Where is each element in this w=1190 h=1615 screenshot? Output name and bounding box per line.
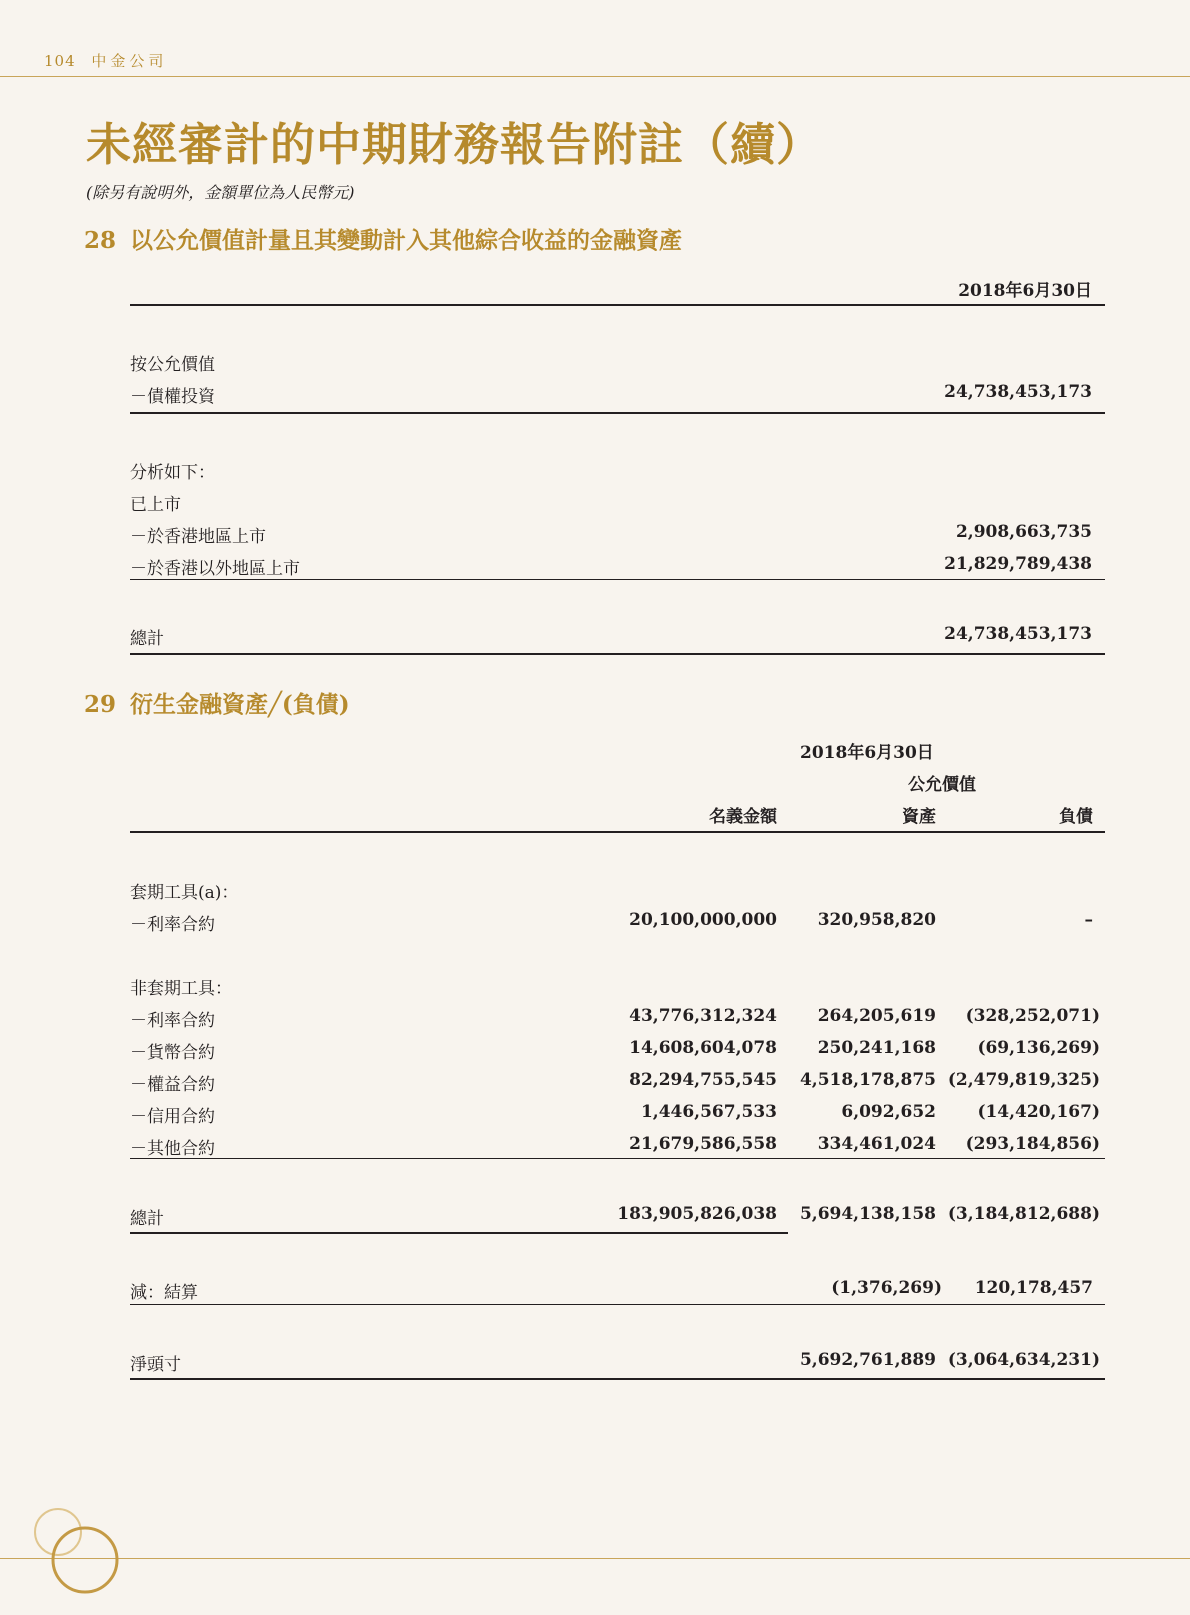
footer-rule: [0, 1558, 1190, 1559]
company-name: 中金公司: [91, 52, 168, 70]
section-number: 28: [84, 227, 117, 254]
row-assets: 334,461,024: [817, 1134, 936, 1154]
row-label: －權益合約: [130, 1075, 215, 1095]
divider: [130, 304, 1105, 306]
currency-note: (除另有說明外，金額單位為人民幣元): [86, 183, 355, 202]
row-notional: 1,446,567,533: [640, 1102, 777, 1122]
s29-settlement-label: 減：結算: [130, 1283, 198, 1303]
s29-nonhedging-label: 非套期工具：: [130, 979, 232, 999]
s29-total-assets: 5,694,138,158: [799, 1204, 936, 1224]
row-notional: 14,608,604,078: [629, 1038, 777, 1058]
divider: [130, 1158, 1105, 1159]
s29-settlement-assets: (1,376,269): [831, 1278, 942, 1298]
row-assets: 320,958,820: [817, 910, 936, 930]
section-title: 以公允價值計量且其變動計入其他綜合收益的金融資產: [130, 227, 682, 254]
s29-total-notional: 183,905,826,038: [617, 1204, 777, 1224]
s28-total-label: 總計: [130, 629, 164, 649]
row-liabilities: (69,136,269): [977, 1038, 1100, 1058]
row-assets: 4,518,178,875: [799, 1070, 936, 1090]
s29-column-date: 2018年6月30日: [800, 743, 934, 763]
divider: [130, 831, 1105, 833]
s28-debt-label: －債權投資: [130, 387, 215, 407]
decorative-circles-icon: [28, 1500, 128, 1600]
section-title: 衍生金融資產╱(負債): [130, 691, 350, 718]
divider: [130, 412, 1105, 414]
row-liabilities: (328,252,071): [965, 1006, 1100, 1026]
divider: [130, 579, 1105, 580]
divider: [130, 1378, 1105, 1380]
s29-net-liabilities: (3,064,634,231): [947, 1350, 1100, 1370]
s29-total-label: 總計: [130, 1209, 164, 1229]
page-title: 未經審計的中期財務報告附註（續）: [86, 118, 823, 171]
s29-net-label: 淨頭寸: [130, 1355, 181, 1375]
s29-settlement-liabilities: 120,178,457: [974, 1278, 1093, 1298]
s28-outside-value: 21,829,789,438: [944, 554, 1092, 574]
row-notional: 82,294,755,545: [629, 1070, 777, 1090]
section-number: 29: [84, 691, 117, 718]
row-notional: 20,100,000,000: [629, 910, 777, 930]
s29-net-assets: 5,692,761,889: [799, 1350, 936, 1370]
row-label: －其他合約: [130, 1139, 215, 1159]
row-assets: 6,092,652: [841, 1102, 936, 1122]
row-liabilities: (2,479,819,325): [947, 1070, 1100, 1090]
row-notional: 21,679,586,558: [629, 1134, 777, 1154]
s28-listed-label: 已上市: [130, 495, 181, 515]
s29-fair-value-header: 公允價值: [908, 775, 976, 795]
header-rule: [0, 76, 1190, 77]
section-29-heading: [84, 686, 350, 719]
divider: [130, 1232, 788, 1234]
row-liabilities: (293,184,856): [965, 1134, 1100, 1154]
s29-col-liabilities: 負債: [1059, 807, 1093, 827]
page-number: 104: [44, 52, 76, 70]
s28-total-value: 24,738,453,173: [944, 624, 1092, 644]
s29-hedging-label: 套期工具(a)：: [130, 883, 239, 903]
s28-analysis-label: 分析如下：: [130, 463, 215, 483]
row-label: －利率合約: [130, 915, 215, 935]
s29-total-liabilities: (3,184,812,688): [947, 1204, 1100, 1224]
row-liabilities: –: [1084, 910, 1093, 930]
row-assets: 250,241,168: [817, 1038, 936, 1058]
row-label: －利率合約: [130, 1011, 215, 1031]
s28-hk-label: －於香港地區上市: [130, 527, 266, 547]
row-notional: 43,776,312,324: [629, 1006, 777, 1026]
s28-hk-value: 2,908,663,735: [955, 522, 1092, 542]
divider: [130, 1304, 1105, 1305]
row-label: －貨幣合約: [130, 1043, 215, 1063]
s28-debt-value: 24,738,453,173: [944, 382, 1092, 402]
row-assets: 264,205,619: [817, 1006, 936, 1026]
row-label: －信用合約: [130, 1107, 215, 1127]
divider: [130, 653, 1105, 655]
page-header: [44, 50, 167, 71]
s28-fv-label: 按公允價值: [130, 355, 215, 375]
s28-column-date: 2018年6月30日: [958, 281, 1092, 301]
s29-col-assets: 資產: [902, 807, 936, 827]
s29-col-notional: 名義金額: [709, 807, 777, 827]
row-liabilities: (14,420,167): [977, 1102, 1100, 1122]
s28-outside-label: －於香港以外地區上市: [130, 559, 300, 579]
section-28-heading: [84, 222, 682, 255]
